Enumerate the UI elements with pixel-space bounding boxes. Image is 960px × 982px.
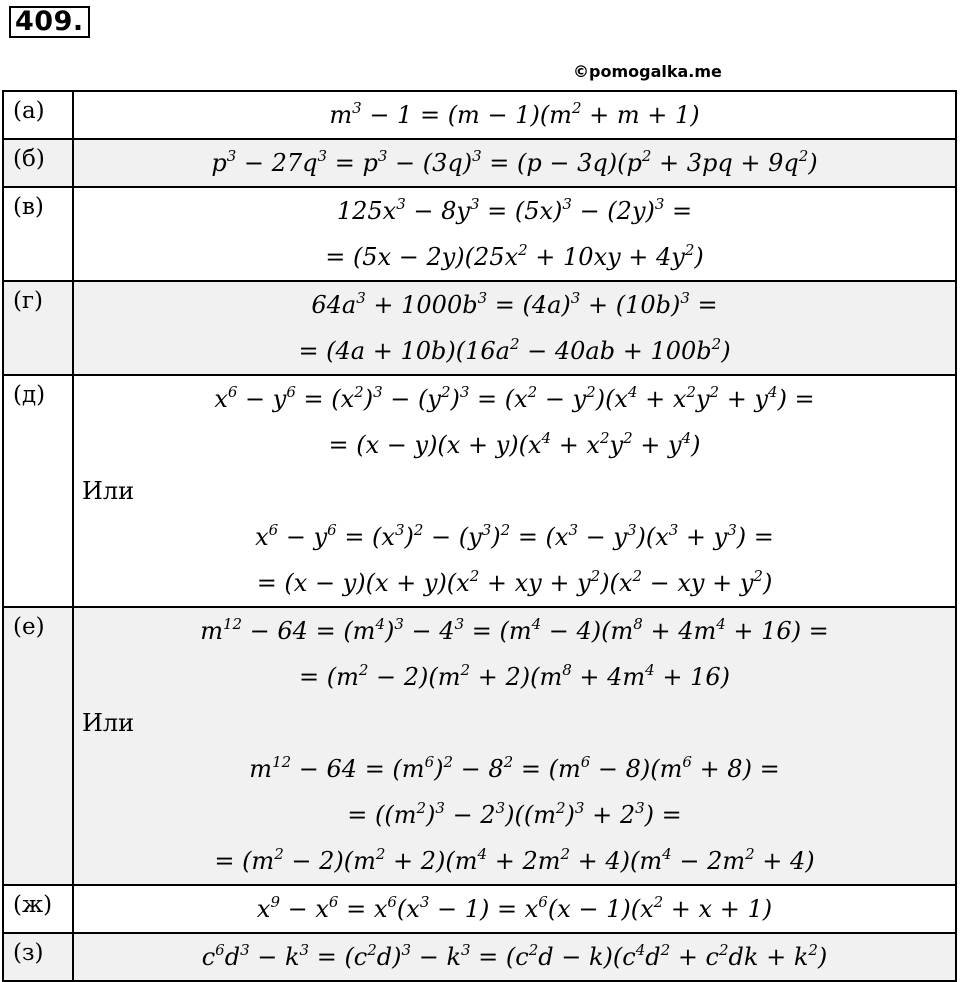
equation-line: $x^9 - x^6 = x^6(x^3 - 1) = x^6(x - 1)(x^2 + x + 1)$ <box>256 893 773 923</box>
equation-line: $m^{12} - 64 = (m^4)^3 - 4^3 = (m^4 - 4)(m^8 + 4m^4 + 16)$ = <box>200 615 829 645</box>
equation-line: $x^6 - y^6 = (x^2)^3 - (y^2)^3 = (x^2 - y^2)(x^4 + x^2y^2 + y^4)$ = <box>214 383 815 413</box>
solution-row <box>3 91 956 139</box>
item-label: (б) <box>3 139 73 187</box>
solution-content <box>73 91 956 139</box>
item-label: (г) <box>3 281 73 375</box>
solution-row <box>3 607 956 885</box>
solution-content <box>73 187 956 281</box>
item-label: (ж) <box>3 885 73 933</box>
solution-content <box>73 281 956 375</box>
equation-line: = $((m^2)^3 - 2^3)((m^2)^3 + 2^3)$ = <box>347 799 682 829</box>
problem-number: 409. <box>9 6 90 38</box>
equation-line: = $(4a + 10b)(16a^2 - 40ab + 100b^2)$ <box>298 335 731 365</box>
or-label: Или <box>82 709 135 737</box>
equation-line: = $(m^2 - 2)(m^2 + 2)(m^8 + 4m^4 + 16)$ <box>299 661 730 691</box>
solution-content <box>73 375 956 607</box>
solutions-table <box>2 90 957 982</box>
equation-line: = $(x - y)(x + y)(x^2$ + xy + $y^2)(x^2$ − xy + $y^2$) <box>256 567 773 597</box>
solution-row <box>3 187 956 281</box>
item-label: (в) <box>3 187 73 281</box>
solution-row <box>3 885 956 933</box>
or-label: Или <box>82 477 135 505</box>
equation-line: $64a^3 + 1000b^3 = (4a)^3 + (10b)^3$ = <box>311 289 718 319</box>
solution-row <box>3 375 956 607</box>
equation-line: = $(m^2 - 2)(m^2 + 2)(m^4 + 2m^2 + 4)(m^4 - 2m^2 + 4)$ <box>214 845 815 875</box>
watermark: ©pomogalka.me <box>573 62 722 81</box>
equation-line: $m^{12} - 64 = (m^6)^2 - 8^2 = (m^6 - 8)(m^6 + 8)$ = <box>249 753 780 783</box>
equation-line: $125x^3 - 8y^3 = (5x)^3 - (2y)^3$ = <box>336 195 693 225</box>
equation-line: $c^6d^3 - k^3 = (c^2d)^3 - k^3 = (c^2d - k)(c^4d^2 + c^2dk + k^2)$ <box>201 941 828 971</box>
item-label: (а) <box>3 91 73 139</box>
equation-line: $p^3 - 27q^3 = p^3 - (3q)^3 = (p - 3q)(p^2 + 3pq + 9q^2)$ <box>211 147 818 177</box>
item-label: (з) <box>3 933 73 981</box>
equation-line: = $(x - y)(x + y)(x^4 + x^2y^2 + y^4)$ <box>328 429 701 459</box>
solution-row <box>3 933 956 981</box>
solution-row <box>3 281 956 375</box>
equation-line: $x^6 - y^6 = (x^3)^2 - (y^3)^2 = (x^3 - y^3)(x^3 + y^3)$ = <box>255 521 774 551</box>
solution-content <box>73 607 956 885</box>
item-label: (е) <box>3 607 73 885</box>
equation-line: = $(5x - 2y)(25x^2 + 10xy + 4y^2)$ <box>325 241 704 271</box>
solution-content <box>73 933 956 981</box>
item-label: (д) <box>3 375 73 607</box>
solution-row <box>3 139 956 187</box>
equation-line: $m^3 - 1 = (m - 1)(m^2 + m + 1)$ <box>329 99 700 129</box>
solution-content <box>73 139 956 187</box>
solution-content <box>73 885 956 933</box>
